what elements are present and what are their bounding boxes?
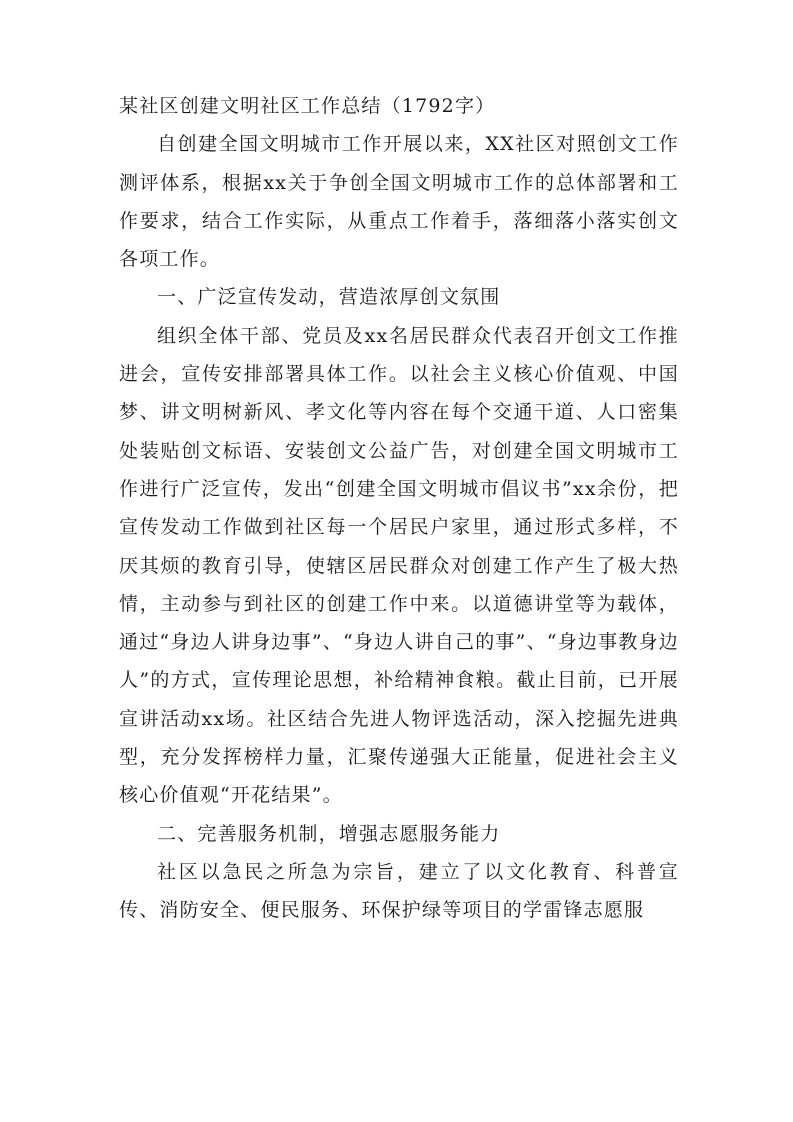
section-2-heading: 二、完善服务机制，增强志愿服务能力 — [157, 822, 501, 845]
intro-paragraph: 自创建全国文明城市工作开展以来，XX社区对照创文工作测评体系，根据xx关于争创全国文明城市工作的总体部署和工作要求，结合工作实际，从重点工作着手，落细落小落实创文各项工作。 — [119, 133, 679, 271]
section-1-heading: 一、广泛宣传发动，营造浓厚创文氛围 — [157, 286, 501, 309]
document-title: 某社区创建文明社区工作总结（1792字） — [119, 95, 496, 117]
section-1-paragraph: 组织全体干部、党员及xx名居民群众代表召开创文工作推进会，宣传安排部署具体工作。以社会主义核心价值观、中国梦、讲文明树新风、孝文化等内容在每个交通干道、人口密集处装贴创文标语、安装创文公益广告，对创建全国文明城市工作进行广泛宣传，发出“创建全国文明城市倡议书”xx余份，把宣传发动工作做到社区每一个居民户家里，通过形式多样，不厌其烦的教育引导，使辖区居民群众对创建工作产生了极大热情，主动参与到社区的创建工作中来。以道德讲堂等为载体，通过“身边人讲身边事”、“身边人讲自己的事”、“身边事教身边人”的方式，宣传理论思想，补给精神食粮。截止目前，已开展宣讲活动xx场。社区结合先进人物评选活动，深入挖掘先进典型，充分发挥榜样力量，汇聚传递强大正能量，促进社会主义核心价值观“开花结果”。 — [119, 324, 679, 807]
document-body — [119, 87, 679, 930]
section-2-paragraph: 社区以急民之所急为宗旨，建立了以文化教育、科普宣传、消防安全、便民服务、环保护绿等项目的学雷锋志愿服 — [119, 860, 679, 922]
